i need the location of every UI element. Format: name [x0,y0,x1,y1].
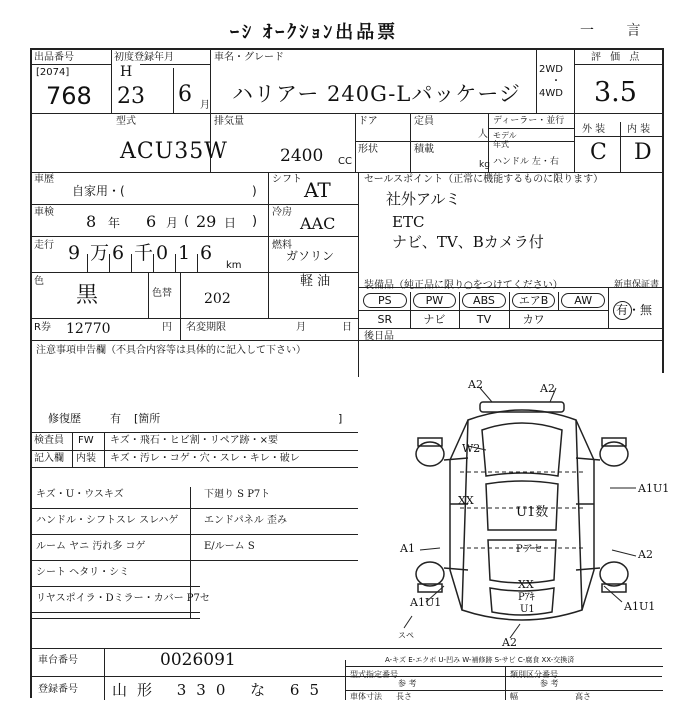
equipment-item: TV [476,313,492,326]
mileage-digit: 0 [156,242,169,264]
notice-label: 注意事項申告欄（不具合内容等は具体的に記入して下さい） [36,345,306,356]
inspection-day-unit: 日 [224,216,237,230]
header-corner: 一 言 [580,23,655,39]
mark-paki: Pｱｷ [518,592,535,603]
inspection-month-unit: 月 [166,216,179,230]
use-close: ) [252,184,257,198]
lot-number: 768 [46,82,92,110]
class-label: 類別区分番号 [510,670,558,679]
shape-label: 形状 [358,144,378,155]
color-code-label: 色替 [152,288,172,299]
mark-xx-left: XX [458,494,474,507]
mileage-digit: 1 [178,242,191,264]
inspection-year-unit: 年 [108,216,121,230]
entry-label: 記入欄 [34,453,64,464]
exterior-label: 外 装 [582,124,606,135]
model-name: ハリアー 240G-Lパッケージ [232,82,521,106]
displacement-unit: CC [338,156,352,167]
mark-a1u1-rear-right: A1U1 [624,600,656,613]
equipment-item: SR [377,313,393,326]
note-left: ルーム ヤニ 汚れ多 コゲ [36,541,146,552]
mark-a2-top-left: A2 [468,380,483,391]
dims-length: 長さ [396,692,412,701]
equipment-label: 装備品（純正品に限り○をつけてください） [364,280,563,291]
mark-xx-rear: XX [518,578,534,591]
color-value: 黒 [76,283,99,308]
mileage-label: 走行 [34,240,54,251]
dims-width: 幅 [510,692,518,701]
fuel-handwritten: ガソリン [286,249,335,263]
use-label: 車歴 [34,174,54,185]
name-change-label: 名変期限 [186,322,226,333]
color-code: 202 [204,291,231,307]
note-right: E/ルーム S [204,541,255,552]
recycle-label: R券 [34,322,51,333]
equipment-item: AW [561,293,605,308]
inspector-label: 検査員 [34,435,64,446]
damage-legend: A-キズ E-エクボ U-凹み W-補修跡 S-サビ C-腐食 XX-交換済 [385,656,575,664]
mark-a1u1-right: A1U1 [638,482,670,495]
lot-label: 出品番号 [34,52,74,63]
mileage-unit: km [226,260,242,271]
lot-sub: [2074] [36,67,70,78]
equipment-item: ABS [462,293,506,308]
interior-check-label: 内装 [76,453,96,464]
type-label: 型式 [116,116,136,127]
mileage-digit: 千 [134,242,154,264]
interior-label: 内 装 [627,124,651,135]
drive-dot: ・ [551,76,561,87]
mark-pase: Pアセ [516,544,543,555]
chassis-label: 車台番号 [38,655,78,666]
warranty-value: 有・無 [616,303,653,317]
mark-a1u1-left: A1U1 [410,596,442,609]
recycle-value: 12770 [66,321,111,337]
repair-place-label: [箇所 [134,412,161,425]
fw-label: FW [78,435,94,446]
drive-4wd: 4WD [539,88,563,99]
shift-label: シフト [272,174,302,185]
score-label: 評 価 点 [591,52,643,63]
fw-items: キズ・飛石・ヒビ割・リペア跡・×要 [110,435,278,446]
type-value: ACU35W [120,139,228,164]
first-reg-label: 初度登録年月 [114,52,174,63]
dealer-label: ディーラー・並行 [493,116,565,126]
score-value: 3.5 [594,77,637,108]
equipment-item: PW [413,293,457,308]
equipment-row-1 [360,292,608,310]
new-warranty-label: 新車保証書 [614,280,660,290]
mark-spot: スペ [398,631,414,640]
mark-a2-right: A2 [638,548,653,561]
plate-value: 山形 330 な 65 [112,681,330,699]
note-left: リヤスポイラ・Dミラー・カバー P7セ [36,593,210,604]
equipment-item: PS [363,293,407,308]
fuel-label: 燃料 [272,240,292,251]
mark-u1: U1数 [516,505,549,520]
type-spec-label: 型式指定番号 [350,670,398,679]
mark-u1-rear: U1 [520,604,535,615]
fuel-printed: 軽 油 [300,274,331,289]
repair-close: ] [338,412,343,425]
handle-label: ハンドル 左・右 [493,157,559,167]
sales-line-3: ナビ、TV、Bカメラ付 [392,233,544,251]
mark-a2-bottom: A2 [502,636,517,649]
first-reg-year: 23 [117,84,145,109]
first-reg-month: 6 [178,82,192,107]
first-reg-era: H [120,64,133,80]
first-reg-month-unit: 月 [200,100,210,111]
inspection-year: 8 [86,212,97,231]
warranty-yes-circle [613,301,632,320]
mileage-digit: 万 [90,242,110,264]
interior-items: キズ・汚レ・コゲ・穴・スレ・キレ・破レ [110,453,300,464]
type-spec-ref: 参 考 [398,679,417,688]
note-left: キズ・U・ウスキズ [36,489,124,500]
mileage-digit: 6 [200,242,213,264]
repair-label: 修復歴 [48,412,81,425]
model-year-label: モデル 年式 [493,131,517,149]
car-diagram [390,380,670,650]
ac-value: AAC [300,214,336,233]
interior-grade: D [634,140,652,165]
mark-a2-top-right: A2 [540,382,555,395]
sales-line-1: 社外アルミ [386,190,461,208]
capacity-label: 定員 [414,116,434,127]
displacement-label: 排気量 [214,116,244,127]
name-change-month: 月 [296,322,306,333]
shift-value: AT [304,178,331,202]
load-label: 積載 [414,144,434,155]
repair-place-text: 箇所 [138,412,161,425]
model-label: 車名・グレード [214,52,284,63]
page-title: ｰｼ ｵｰｸｼｮﾝ出品票 [230,22,399,43]
equipment-item: エアB [512,293,556,308]
mark-w2: W2 [462,442,481,455]
name-change-day: 日 [342,322,352,333]
sales-line-2: ETC [392,213,425,231]
sales-label: セールスポイント（正常に機能するものに限ります） [364,174,604,185]
note-left: ハンドル・シフトスレ スレハゲ [36,515,179,526]
note-right: エンドパネル 歪み [204,515,287,526]
class-ref: 参 考 [540,679,559,688]
doors-label: ドア [358,116,378,127]
mileage-digit: 9 [68,242,81,264]
inspection-label: 車検 [34,207,54,218]
recycle-unit: 円 [162,322,172,333]
mileage-digit: 6 [112,242,125,264]
inspection-paren-close: ) [252,214,258,229]
dims-label: 車体寸法 [350,692,382,701]
equipment-item: カワ [522,313,545,326]
plate-label: 登録番号 [38,684,78,695]
color-label: 色 [34,276,44,287]
rear-seat-label: 後日品 [364,331,394,342]
inspection-paren-open: ( [184,214,190,229]
inspection-month: 6 [146,212,157,231]
equipment-item: ナビ [423,313,446,326]
repair-value: 有 [110,412,121,425]
displacement-value: 2400 [280,146,324,166]
note-left: シート ヘタリ・シミ [36,567,130,578]
chassis-value: 0026091 [160,650,236,670]
use-value: 自家用・( [72,184,125,198]
capacity-unit: 人 [478,129,488,140]
load-unit: kg [479,160,490,170]
drive-2wd: 2WD [539,64,563,75]
inspection-day: 29 [196,212,217,231]
equipment-row-2 [360,311,608,329]
ac-label: 冷房 [272,207,292,218]
dims-height: 高さ [575,692,591,701]
note-right: 下廻り S P7ト [204,489,271,500]
exterior-grade: C [590,140,607,165]
mark-a1-left: A1 [400,542,415,555]
